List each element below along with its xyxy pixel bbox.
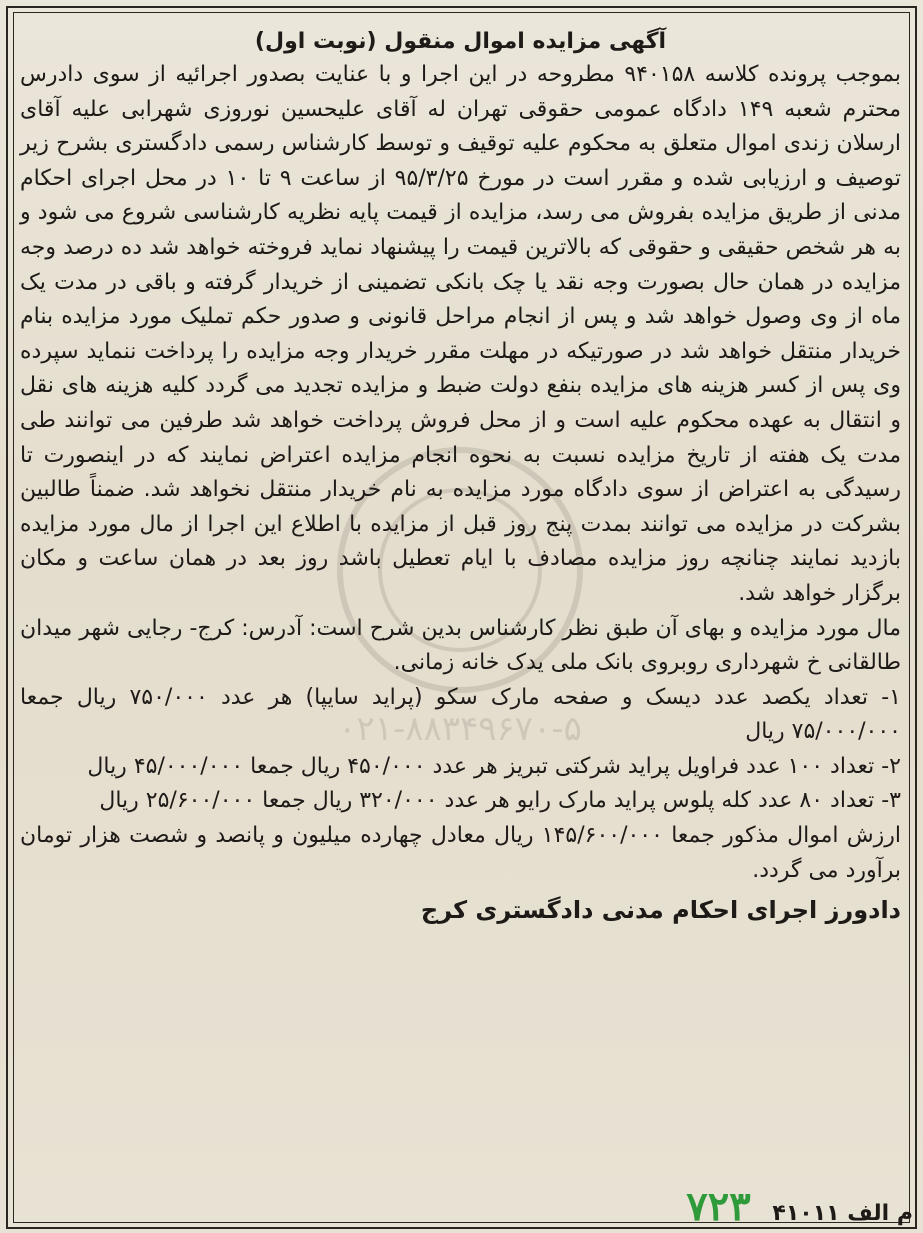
total-value-paragraph: ارزش اموال مذکور جمعا ۱۴۵/۶۰۰/۰۰۰ ریال معادل چهارده میلیون و پانصد و شصت هزار تومان برآورد می گردد.: [20, 823, 901, 883]
reference-code: م الف ۴۱۰۱۱: [772, 1201, 913, 1226]
list-item: ۱- تعداد یکصد عدد دیسک و صفحه مارک سکو (پراید سایپا) هر عدد ۷۵۰/۰۰۰ ریال جمعا ۷۵/۰۰۰/۰۰۰ ریال: [20, 684, 901, 745]
list-item: ۳- تعداد ۸۰ عدد کله پلوس پراید مارک رایو هر عدد ۳۲۰/۰۰۰ ریال جمعا ۲۵/۶۰۰/۰۰۰ ریال: [99, 788, 901, 814]
watermark-phone: ۰۲۱-۸۸۳۴۹۶۷۰-۵: [338, 709, 582, 749]
handwritten-number: ۷۲۳: [686, 1183, 751, 1230]
notice-content: [20, 26, 901, 1219]
property-description-paragraph: مال مورد مزایده و بهای آن طبق نظر کارشناس بدین شرح است: آدرس: کرج- رجایی شهر میدان طالقانی خ شهرداری روبروی بانک ملی یدک خانه زمانی.: [20, 615, 901, 676]
signature-line: دادورز اجرای احکام مدنی دادگستری کرج: [420, 896, 901, 925]
notice-title: آگهی مزایده اموال منقول (نوبت اول): [254, 29, 667, 54]
notice-body-paragraph: بموجب پرونده کلاسه ۹۴۰۱۵۸ مطروحه در این اجرا و با عنایت بصدور اجرائیه از سوی دادرس محترم شعبه ۱۴۹ دادگاه عمومی حقوقی تهران له آقای علیحسین نوروزی شهرابی علیه آقای ارسلان زندی اموال متعلق به محکوم علیه توقیف و توسط کارشناس رسمی دادگستری بشرح زیر توصیف و ارزیابی شده و مقرر است در مورخ ۹۵/۳/۲۵ از ساعت ۹ تا ۱۰ در محل اجرای احکام مدنی از طریق مزایده بفروش می رسد، مزایده از قیمت پایه نظریه کارشناسی شروع می شود و به هر شخص حقیقی و حقوقی که بالاترین قیمت را پیشنهاد نماید فروخته خواهد شد ده درصد وجه مزایده در همان حال بصورت وجه نقد یا چک بانکی تضمینی از خریدار گرفته و باقی در مدت یک ماه از وی وصول خواهد شد و پس از انجام مراحل قانونی و صدور حکم تملیک مورد مزایده بنام خریدار منتقل خواهد شد در صورتیکه در مهلت مقرر خریدار وجه مزایده را پرداخت ننماید سپرده وی پس از کسر هزینه های مزایده بنفع دولت ضبط و مزایده تجدید می گردد کلیه هزینه های نقل و انتقال به عهده محکوم علیه است و از محل فروش پرداخت خواهد شد طرفین می توانند طی مدت یک هفته از تاریخ مزایده نسبت به نحوه انجام مزایده اعتراض نمایند که در اینصورت تا رسیدگی به اعتراض از سوی دادگاه مورد مزایده به نام خریدار منتقل نخواهد شد. ضمناً طالبین بشرکت در مزایده می توانند بمدت پنج روز قبل از مزایده با اطلاع این اجرا از مال مورد مزایده بازدید نمایند چنانچه روز مزایده مصادف با ایام تعطیل باشد روز بعد در همان ساعت و مکان برگزار خواهد شد.: [20, 62, 902, 606]
reference-line: [686, 1183, 913, 1230]
list-item: ۲- تعداد ۱۰۰ عدد فراویل پراید شرکتی تبریز هر عدد ۴۵۰/۰۰۰ ریال جمعا ۴۵/۰۰۰/۰۰۰ ریال: [87, 753, 901, 779]
